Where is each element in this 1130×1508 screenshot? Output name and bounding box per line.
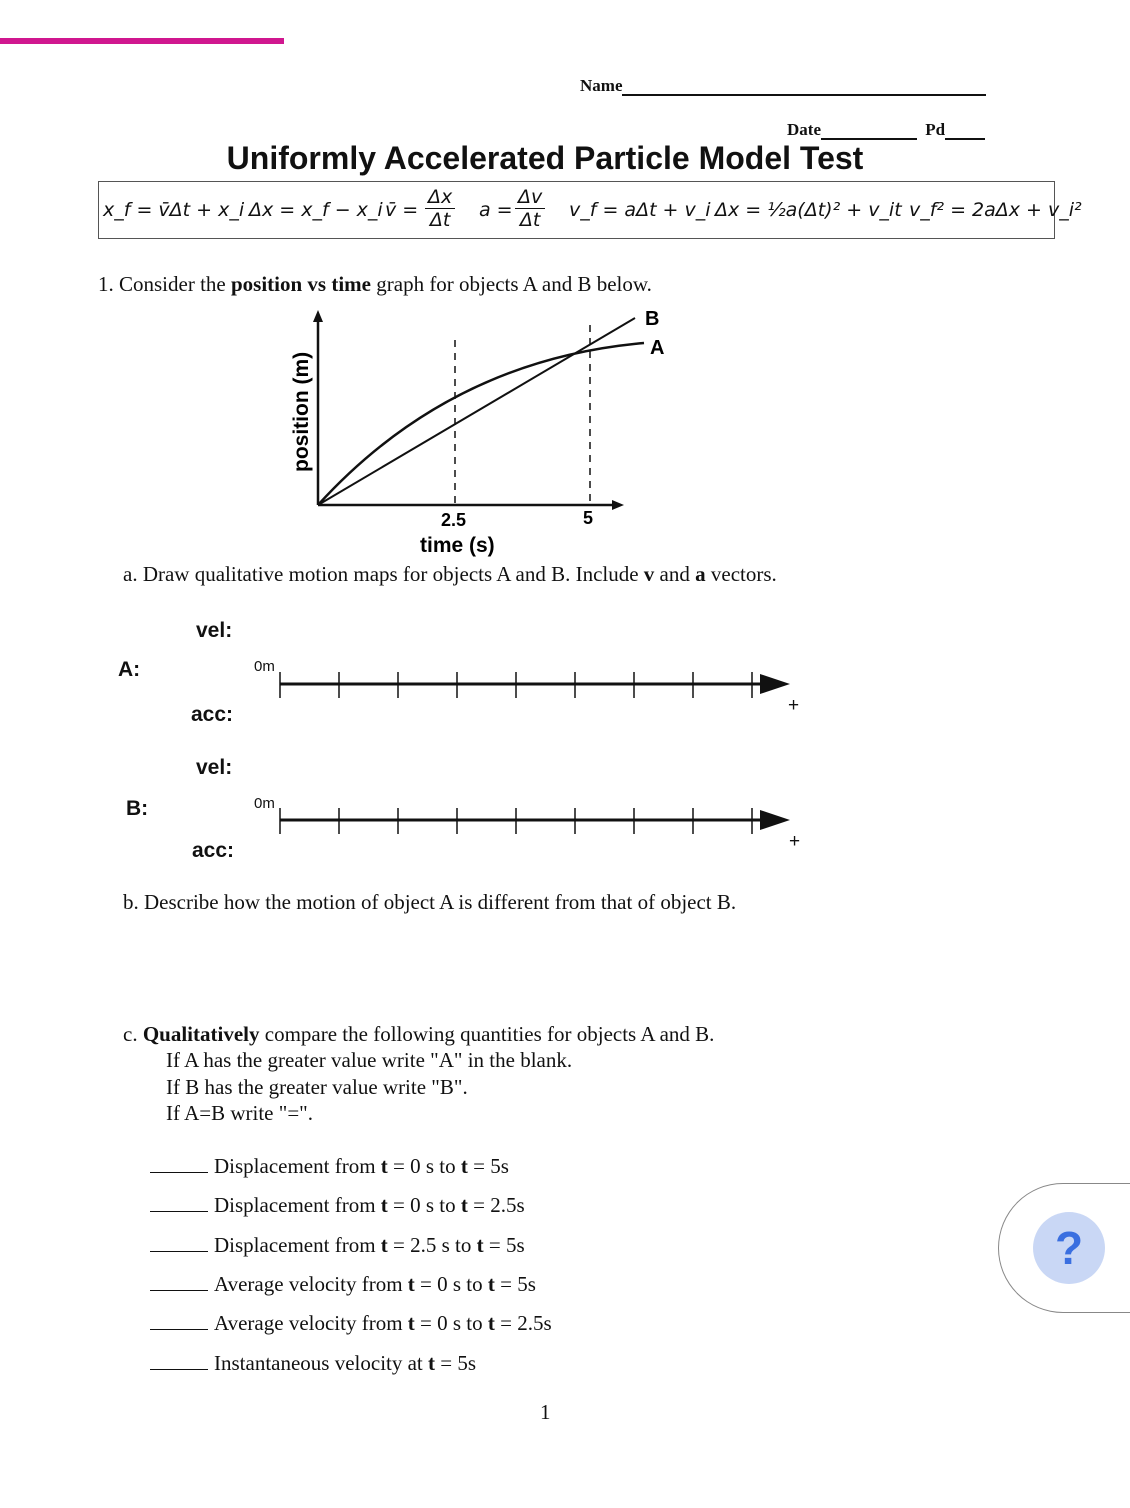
map-a-acc-label: acc: <box>191 703 234 726</box>
equation-avg-velocity-lhs: v̄ = <box>385 199 419 221</box>
comparison-t: t <box>428 1351 436 1375</box>
pd-label: Pd <box>925 120 946 139</box>
x-axis-arrow <box>612 500 624 510</box>
comparison-text: = 5s <box>494 1272 536 1296</box>
part-c-prompt <box>123 1022 714 1047</box>
y-axis-label: position (m) <box>290 351 313 472</box>
date-blank <box>821 122 917 140</box>
fraction-denominator: Δt <box>429 209 451 231</box>
answer-blank[interactable] <box>150 1154 208 1173</box>
name-field <box>580 76 986 96</box>
page-title: Uniformly Accelerated Particle Model Test <box>226 140 864 176</box>
comparison-row <box>150 1233 525 1258</box>
fraction-numerator: Δx <box>425 186 455 209</box>
comparison-t: t <box>487 1311 495 1335</box>
comparison-text: = 0 s to <box>387 1154 461 1178</box>
comparison-text: Average velocity from <box>214 1311 408 1335</box>
comparison-row <box>150 1272 536 1297</box>
part-a-prompt <box>123 562 777 587</box>
map-b-arrow <box>760 810 790 830</box>
question-1-prefix: 1. Consider the <box>98 272 231 296</box>
part-c-suffix: compare the following quantities for objects A and B. <box>259 1022 715 1046</box>
comparison-text: = 2.5 s to <box>387 1233 477 1257</box>
tick-label-5: 5 <box>583 508 594 528</box>
comparison-text: = 0 s to <box>387 1193 461 1217</box>
label-a: A <box>650 337 665 359</box>
name-label: Name <box>580 76 623 95</box>
part-a-suffix: vectors. <box>705 562 777 586</box>
pd-blank <box>945 122 985 140</box>
motion-map-b-axis <box>270 804 795 838</box>
map-a-vel-label: vel: <box>196 619 233 642</box>
comparison-t: t <box>460 1154 468 1178</box>
comparison-text: Average velocity from <box>214 1272 408 1296</box>
equation-displacement: Δx = x_f − x_i <box>249 199 383 221</box>
map-b-plus-label: + <box>789 831 801 852</box>
map-b-origin-label: 0m <box>254 795 275 812</box>
answer-blank[interactable] <box>150 1233 208 1252</box>
comparison-row <box>150 1154 509 1179</box>
name-blank <box>622 78 986 96</box>
accent-bar <box>0 38 284 44</box>
map-b-acc-label: acc: <box>192 839 235 862</box>
comparison-text: = 5s <box>467 1154 509 1178</box>
curve-a <box>318 343 644 505</box>
comparison-t: t <box>476 1233 484 1257</box>
part-a-v: v <box>643 562 655 586</box>
position-time-graph <box>260 300 700 562</box>
comparison-t: t <box>407 1272 415 1296</box>
equation-acceleration-lhs: a = <box>479 199 513 221</box>
comparison-text: = 2.5s <box>467 1193 525 1217</box>
equation-position: x_f = v̄Δt + x_i <box>103 199 245 221</box>
equation-kinematic-displacement: Δx = ½a(Δt)² + v_it <box>715 199 902 221</box>
x-axis-label: time (s) <box>420 534 495 557</box>
part-c-instruction-3: If A=B write "=". <box>166 1101 313 1125</box>
motion-map-a-axis <box>270 668 795 702</box>
part-c-instruction-2: If B has the greater value write "B". <box>166 1075 468 1099</box>
answer-blank[interactable] <box>150 1272 208 1291</box>
y-axis-arrow <box>313 310 323 322</box>
part-c-bold: Qualitatively <box>142 1022 260 1046</box>
part-a-a: a <box>695 562 706 586</box>
comparison-t: t <box>460 1193 468 1217</box>
equation-box <box>98 181 1082 239</box>
equation-final-velocity: v_f = aΔt + v_i <box>569 199 711 221</box>
map-a-arrow <box>760 674 790 694</box>
date-label: Date <box>787 120 821 139</box>
comparison-row <box>150 1311 552 1336</box>
part-a-prefix: a. Draw qualitative motion maps for objects A and B. Include <box>123 562 644 586</box>
part-a-middle: and <box>654 562 696 586</box>
comparison-text: = 5s <box>435 1351 477 1375</box>
question-mark-icon: ? <box>1033 1212 1105 1284</box>
comparison-t: t <box>380 1154 388 1178</box>
comparison-row <box>150 1351 476 1376</box>
comparison-row <box>150 1193 525 1218</box>
equation-acceleration-fraction <box>515 186 545 231</box>
comparison-text: = 0 s to <box>414 1311 488 1335</box>
comparison-text: Displacement from <box>214 1193 381 1217</box>
part-b-prompt: b. Describe how the motion of object A is different from that of object B. <box>123 890 737 914</box>
answer-blank[interactable] <box>150 1351 208 1370</box>
fraction-denominator: Δt <box>519 209 541 231</box>
question-1 <box>98 272 652 297</box>
comparison-t: t <box>380 1193 388 1217</box>
help-button[interactable] <box>998 1183 1130 1313</box>
page-number: 1 <box>540 1400 551 1424</box>
tick-label-2-5: 2.5 <box>441 510 467 530</box>
part-c-instruction-1: If A has the greater value write "A" in the blank. <box>166 1048 573 1072</box>
question-1-suffix: graph for objects A and B below. <box>371 272 652 296</box>
comparison-text: = 5s <box>483 1233 525 1257</box>
label-b: B <box>645 308 660 330</box>
comparison-text: Displacement from <box>214 1154 381 1178</box>
answer-blank[interactable] <box>150 1311 208 1330</box>
map-a-label: A: <box>118 658 141 681</box>
comparison-text: = 2.5s <box>494 1311 552 1335</box>
equation-avg-velocity-fraction <box>425 186 455 231</box>
comparison-text: Instantaneous velocity at <box>214 1351 429 1375</box>
part-c-prefix: c. <box>123 1022 143 1046</box>
comparison-t: t <box>407 1311 415 1335</box>
map-a-origin-label: 0m <box>254 658 275 675</box>
question-1-bold: position vs time <box>230 272 371 296</box>
map-a-plus-label: + <box>788 695 800 716</box>
comparison-text: = 0 s to <box>414 1272 488 1296</box>
fraction-numerator: Δv <box>515 186 545 209</box>
equation-velocity-squared: v_f² = 2aΔx + v_i² <box>909 199 1082 221</box>
comparison-t: t <box>487 1272 495 1296</box>
date-field <box>787 120 985 140</box>
map-b-vel-label: vel: <box>196 756 233 779</box>
comparison-t: t <box>380 1233 388 1257</box>
line-b <box>318 318 635 505</box>
answer-blank[interactable] <box>150 1193 208 1212</box>
comparison-text: Displacement from <box>214 1233 381 1257</box>
map-b-label: B: <box>126 797 149 820</box>
